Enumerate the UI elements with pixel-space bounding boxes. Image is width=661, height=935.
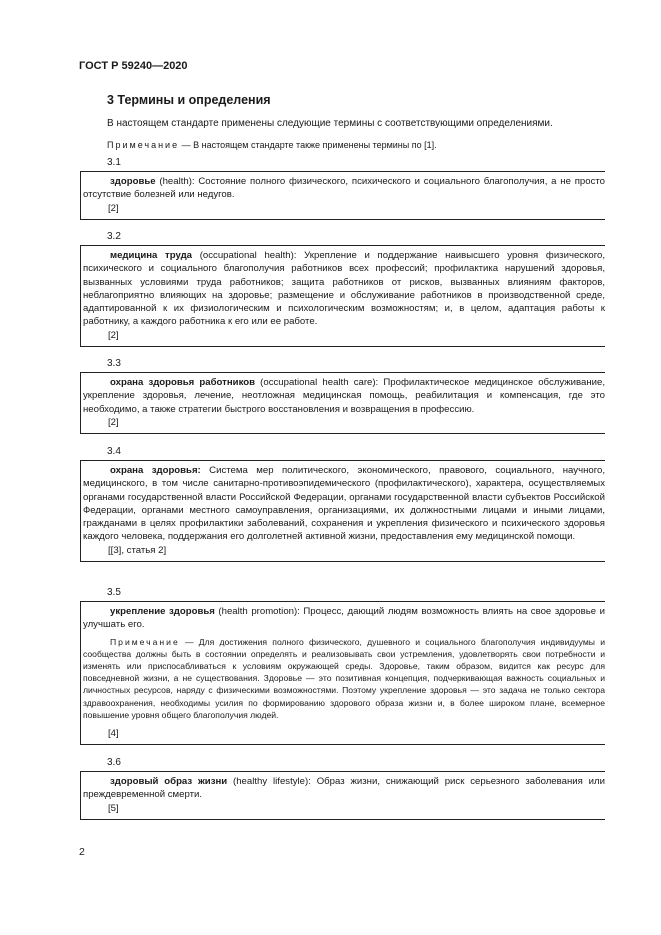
term-source: [2]	[108, 202, 119, 214]
term-text: (health promotion): Процесс, дающий людям возможность влиять на свое здоровье и улучшать его.	[83, 606, 605, 631]
term-definition	[81, 464, 605, 544]
section-intro: В настоящем стандарте применены следующие термины с соответствующими определениями.	[107, 118, 553, 129]
term-box	[80, 245, 605, 347]
page-number: 2	[79, 846, 85, 858]
term-source: [[3], статья 2]	[108, 544, 167, 556]
term-number: 3.3	[107, 358, 121, 369]
term-note-text: — Для достижения полного физического, душевного и социального благополучия индивидуумы и сообщества должны быть в состоянии определять и реализовывать свои устремления, удовлетворять свои потребности и изменять или приспосабливаться к условиям окружающей среды. Здоровье, таким образом, видится как ресурс для повседневной жизни, а не существования. Здоровье — это позитивная концепция, подчеркивающая важность социальных и личностных ресурсов, наряду с физическими возможностями. Поэтому укрепление здоровья — это задача не только сектора здравоохранения, необходимы усилия по формированию здорового образа жизни и, в более широком плане, всемерное повышение уровня общего благополучия людей.	[83, 636, 605, 720]
term-box	[80, 601, 605, 745]
document-code: ГОСТ Р 59240—2020	[79, 60, 188, 72]
term-name: охрана здоровья:	[110, 465, 201, 476]
term-note	[81, 636, 605, 721]
term-number: 3.5	[107, 587, 121, 598]
term-note-label: Примечание	[110, 636, 180, 647]
term-text: (healthy lifestyle): Образ жизни, снижающий риск серьезного заболевания или преждевременной смерти.	[83, 776, 605, 801]
term-name: здоровье	[110, 176, 156, 187]
term-box	[80, 771, 605, 820]
term-definition	[81, 605, 605, 632]
section-note-label: Примечание	[107, 140, 180, 150]
term-number: 3.4	[107, 446, 121, 457]
term-definition	[81, 376, 605, 416]
term-box	[80, 372, 605, 434]
term-number: 3.6	[107, 757, 121, 768]
term-name: укрепление здоровья	[110, 606, 215, 617]
term-name: охрана здоровья работников	[110, 377, 256, 388]
term-number: 3.1	[107, 157, 121, 168]
term-source: [2]	[108, 416, 119, 428]
term-text: (health): Состояние полного физического, психического и социального благополучия, а не просто отсутствие болезней или недугов.	[83, 176, 605, 201]
term-name: медицина труда	[110, 250, 192, 261]
term-source: [2]	[108, 329, 119, 341]
term-source: [4]	[108, 728, 119, 740]
section-note	[107, 139, 437, 151]
section-note-text: — В настоящем стандарте также применены термины по [1].	[179, 140, 437, 150]
term-definition	[81, 775, 605, 802]
term-definition	[81, 175, 605, 202]
term-definition	[81, 249, 605, 329]
term-text: (occupational health care): Профилактическое медицинское обслуживание, укрепление здоровья, лечение, неотложная медицинская помощь, реабилитация и компенсация, где это необходимо, а также стратегии быстрого восстановления и возвращения в профессию.	[83, 377, 606, 415]
term-box	[80, 460, 605, 562]
section-title: 3 Термины и определения	[107, 93, 271, 107]
term-text: Система мер политического, экономического, правового, социального, научного, медицинского, в том числе санитарно-противоэпидемического (профилактического), характера, осуществляемых органами государственной власти Российской Федерации, органами государственной власти субъектов Российской Федерации, органами местного самоуправления, организациями, их должностными лицами и иными лицами, гражданами в целях профилактики заболеваний, сохранения и укрепления физического и психического здоровья каждого человека, поддержания его долголетней активной жизни, предоставления ему медицинской помощи.	[83, 465, 605, 543]
term-source: [5]	[108, 802, 119, 814]
term-name: здоровый образ жизни	[110, 776, 228, 787]
term-text: (occupational health): Укрепление и поддержание наивысшего уровня физического, психического и социального благополучия работников всех профессий; профилактика нарушений здоровья, вызванных условиями труда работников; защита работников от рисков, вызванных влияниям факторов, неблагоприятно влияющих на здоровье; размещение и обслуживание работников в производственной среде, адаптированной к их физиологическим и психологическим возможностям; и, в целом, адаптация работы к работнику, а каждого работника к его или ее работе.	[83, 250, 606, 328]
term-number: 3.2	[107, 231, 121, 242]
term-box	[80, 171, 605, 220]
